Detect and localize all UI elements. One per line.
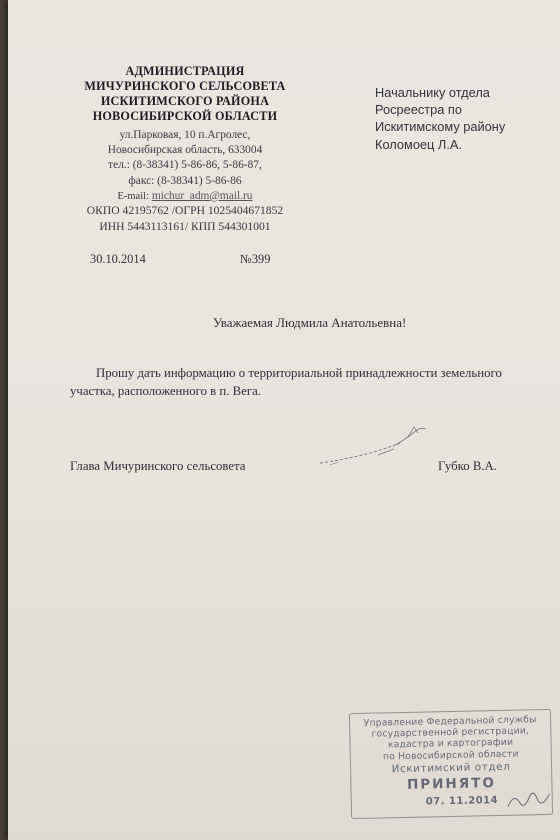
stamp-status: ПРИНЯТО <box>406 774 497 793</box>
org-line: НОВОСИБИРСКОЙ ОБЛАСТИ <box>92 109 278 123</box>
org-line: МИЧУРИНСКОГО СЕЛЬСОВЕТА <box>84 79 286 93</box>
addressee-line: Росреестра по <box>375 102 462 118</box>
registration-stamp <box>350 711 558 821</box>
stamp-date: 07. 11.2014 <box>425 795 499 808</box>
address-line: ул.Парковая, 10 п.Агролес, <box>119 129 251 141</box>
address-line: факс: (8-38341) 5-86-86 <box>128 174 242 187</box>
sender-address <box>70 128 300 204</box>
stamp-line: кадастра и картографии <box>387 737 514 751</box>
letter-number: №399 <box>240 252 271 266</box>
codes-line: ИНН 5443113161/ КПП 544301001 <box>99 219 271 233</box>
body-paragraph: Прошу дать информацию о территориальной принадлежности земельного участка, расположенного в п. Вега. <box>70 366 502 398</box>
org-line: ИСКИТИМСКОГО РАЙОНА <box>100 94 270 108</box>
stamp-frame <box>349 709 553 819</box>
email-label: E-mail: <box>117 190 149 202</box>
org-line: АДМИНИСТРАЦИЯ <box>125 64 245 78</box>
letter-body <box>70 365 540 400</box>
codes-line: ОКПО 42195762 /ОГРН 1025404671852 <box>86 204 284 217</box>
addressee-line: Коломоец Л.А. <box>375 136 462 152</box>
addressee-line: Искитимскому району <box>375 119 506 135</box>
signatory-name: Губко В.А. <box>438 459 497 473</box>
stamp-department: Искитимский отдел <box>391 760 511 776</box>
email-line <box>70 189 300 204</box>
stamp-line: Управление Федеральной службы <box>363 714 537 729</box>
registration-codes <box>70 203 300 234</box>
addressee-block <box>375 84 545 153</box>
stamp-initials-signature <box>503 784 554 815</box>
addressee-line: Начальнику отдела <box>375 85 490 100</box>
stamp-line: по Новосибирской области <box>382 748 519 763</box>
letter-date: 30.10.2014 <box>90 252 146 266</box>
address-line: Новосибирская область, 633004 <box>107 144 263 157</box>
salutation: Уважаемая Людмила Анатольевна! <box>213 315 407 330</box>
signatory-title: Глава Мичуринского сельсовета <box>70 459 246 473</box>
stamp-line: государственной регистрации, <box>371 725 530 740</box>
letter-page <box>8 0 560 840</box>
handwritten-signature <box>308 415 448 475</box>
address-line: тел.: (8-38341) 5-86-86, 5-86-87, <box>108 159 262 172</box>
email-link[interactable]: michur_adm@mail.ru <box>151 189 253 202</box>
sender-organization <box>70 64 300 124</box>
